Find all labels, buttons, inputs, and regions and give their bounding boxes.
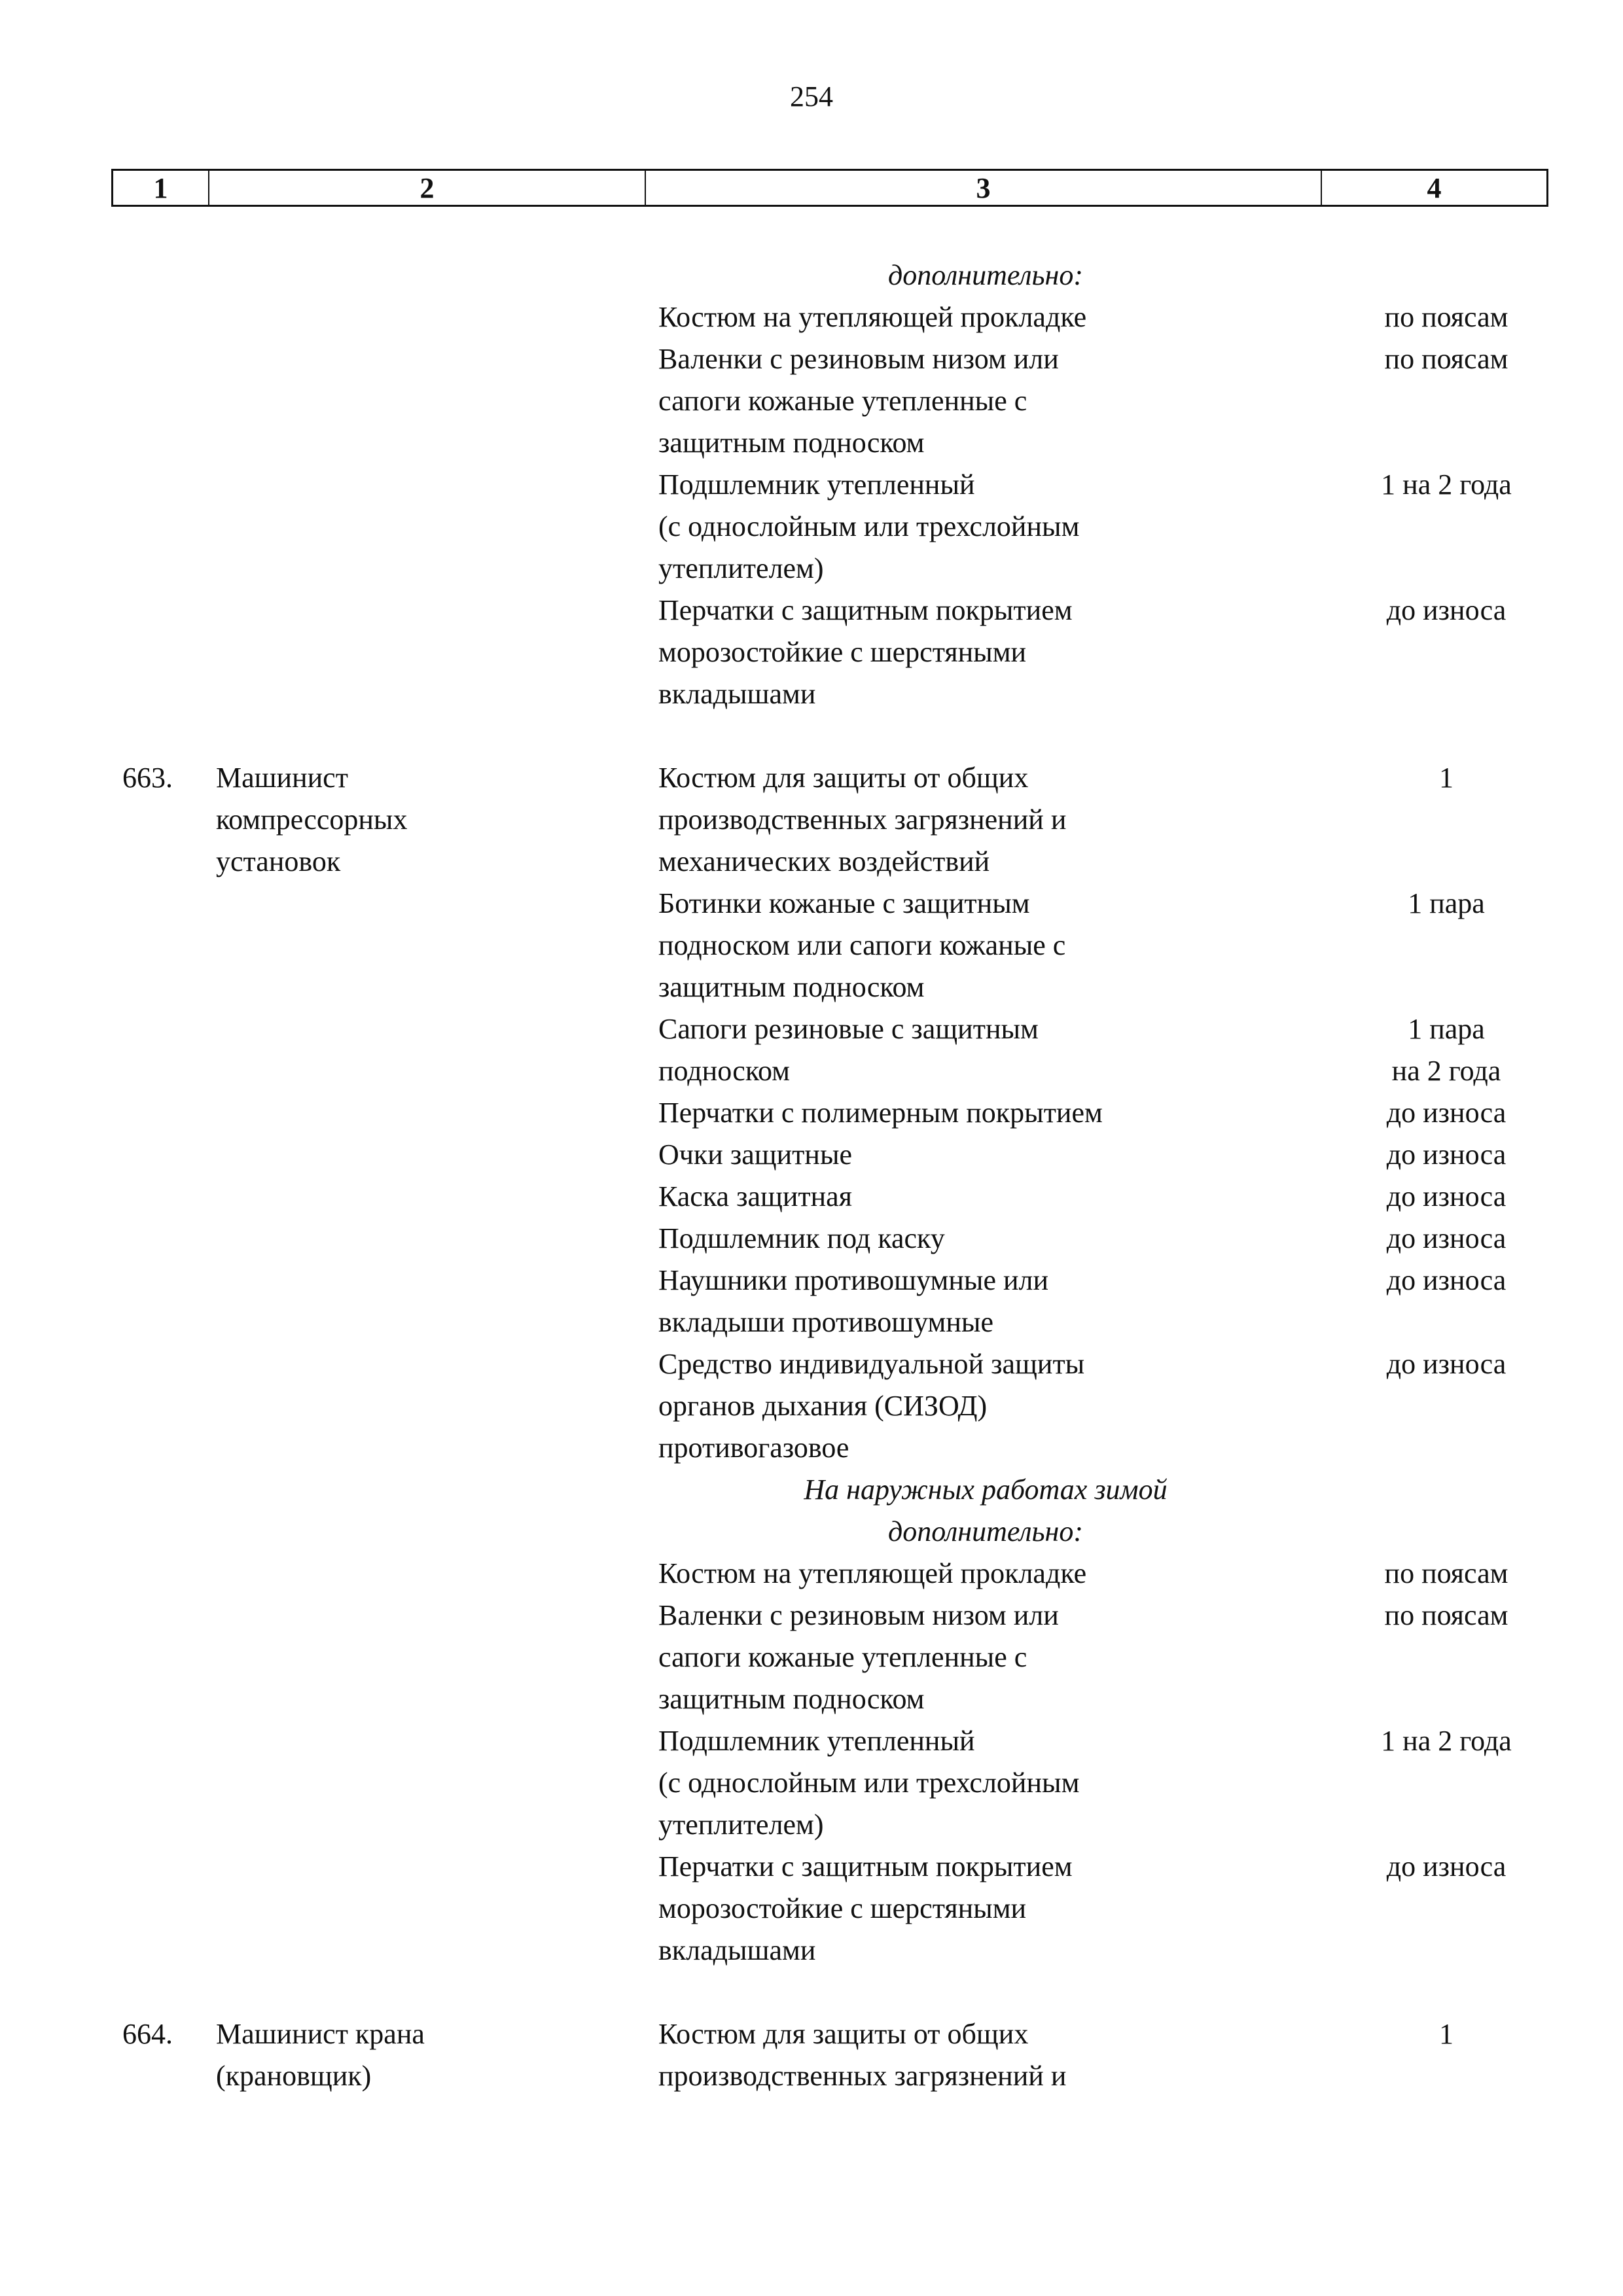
issue-norm: 1 на 2 года xyxy=(1381,1725,1512,1757)
profession-name: Машинист крана xyxy=(216,2018,425,2050)
issue-norm: до износа xyxy=(1386,594,1507,626)
ppe-item: Подшлемник утепленный xyxy=(658,468,975,501)
entry-number: 663. xyxy=(122,762,173,794)
ppe-item: противогазовое xyxy=(658,1432,849,1464)
ppe-item: Перчатки с защитным покрытием xyxy=(658,594,1073,626)
ppe-item: производственных загрязнений и xyxy=(658,2060,1067,2092)
ppe-item: Костюм для защиты от общих xyxy=(658,2018,1029,2050)
issue-norm: 1 пара xyxy=(1408,887,1485,919)
ppe-item: Очки защитные xyxy=(658,1139,853,1171)
issue-norm: до износа xyxy=(1386,1097,1507,1129)
ppe-item: защитным подноском xyxy=(658,971,925,1003)
page-number: 254 xyxy=(790,80,833,113)
entry-number: 664. xyxy=(122,2018,173,2050)
ppe-item: Валенки с резиновым низом или xyxy=(658,343,1059,375)
ppe-item: Подшлемник утепленный xyxy=(658,1725,975,1757)
issue-norm: на 2 года xyxy=(1391,1055,1501,1087)
ppe-item: (с однослойным или трехслойным xyxy=(658,510,1080,542)
ppe-item: Перчатки с защитным покрытием xyxy=(658,1850,1073,1882)
ppe-item: органов дыхания (СИЗОД) xyxy=(658,1390,988,1422)
issue-norm: 1 xyxy=(1439,2018,1454,2050)
ppe-item: (с однослойным или трехслойным xyxy=(658,1767,1080,1799)
ppe-item: Костюм для защиты от общих xyxy=(658,762,1029,794)
issue-norm: по поясам xyxy=(1384,343,1508,375)
issue-norm: по поясам xyxy=(1384,1599,1508,1631)
issue-norm: до износа xyxy=(1386,1222,1507,1254)
ppe-item: утеплителем) xyxy=(658,552,824,584)
header-col-2: 2 xyxy=(209,171,646,205)
ppe-item: Ботинки кожаные с защитным xyxy=(658,887,1030,919)
ppe-item: морозостойкие с шерстяными xyxy=(658,1892,1027,1924)
ppe-item: Костюм на утепляющей прокладке xyxy=(658,301,1087,333)
issue-norm: 1 пара xyxy=(1408,1013,1485,1045)
ppe-item: Сапоги резиновые с защитным xyxy=(658,1013,1039,1045)
ppe-item: сапоги кожаные утепленные с xyxy=(658,385,1027,417)
issue-norm: до износа xyxy=(1386,1348,1507,1380)
issue-norm: до износа xyxy=(1386,1180,1507,1212)
ppe-item: сапоги кожаные утепленные с xyxy=(658,1641,1027,1673)
ppe-item: защитным подноском xyxy=(658,427,925,459)
ppe-item: Наушники противошумные или xyxy=(658,1264,1049,1296)
ppe-item: производственных загрязнений и xyxy=(658,804,1067,836)
ppe-item: Каска защитная xyxy=(658,1180,852,1212)
ppe-item: Подшлемник под каску xyxy=(658,1222,945,1254)
issue-norm: до износа xyxy=(1386,1850,1507,1882)
ppe-item: подноском xyxy=(658,1055,790,1087)
ppe-item: Перчатки с полимерным покрытием xyxy=(658,1097,1103,1129)
header-col-1: 1 xyxy=(113,171,209,205)
profession-name: компрессорных xyxy=(216,804,408,836)
issue-norm: 1 на 2 года xyxy=(1381,468,1512,501)
ppe-item: механических воздействий xyxy=(658,845,990,877)
issue-norm: по поясам xyxy=(1384,1557,1508,1589)
header-col-3: 3 xyxy=(646,171,1322,205)
table-header-row xyxy=(111,169,1548,207)
profession-name: установок xyxy=(216,845,341,877)
section-subheading: дополнительно: xyxy=(887,259,1084,291)
ppe-item: вкладышами xyxy=(658,678,816,710)
section-subheading: дополнительно: xyxy=(887,1515,1084,1547)
section-subheading: На наружных работах зимой xyxy=(804,1474,1168,1506)
issue-norm: до износа xyxy=(1386,1264,1507,1296)
ppe-item: Костюм на утепляющей прокладке xyxy=(658,1557,1087,1589)
ppe-item: вкладышами xyxy=(658,1934,816,1966)
profession-name: Машинист xyxy=(216,762,348,794)
issue-norm: до износа xyxy=(1386,1139,1507,1171)
profession-name: (крановщик) xyxy=(216,2060,372,2092)
ppe-item: подноском или сапоги кожаные с xyxy=(658,929,1066,961)
ppe-item: Валенки с резиновым низом или xyxy=(658,1599,1059,1631)
ppe-item: морозостойкие с шерстяными xyxy=(658,636,1027,668)
issue-norm: по поясам xyxy=(1384,301,1508,333)
ppe-item: защитным подноском xyxy=(658,1683,925,1715)
ppe-item: утеплителем) xyxy=(658,1809,824,1841)
header-col-4: 4 xyxy=(1427,171,1442,204)
ppe-item: Средство индивидуальной защиты xyxy=(658,1348,1085,1380)
issue-norm: 1 xyxy=(1439,762,1454,794)
ppe-item: вкладыши противошумные xyxy=(658,1306,994,1338)
